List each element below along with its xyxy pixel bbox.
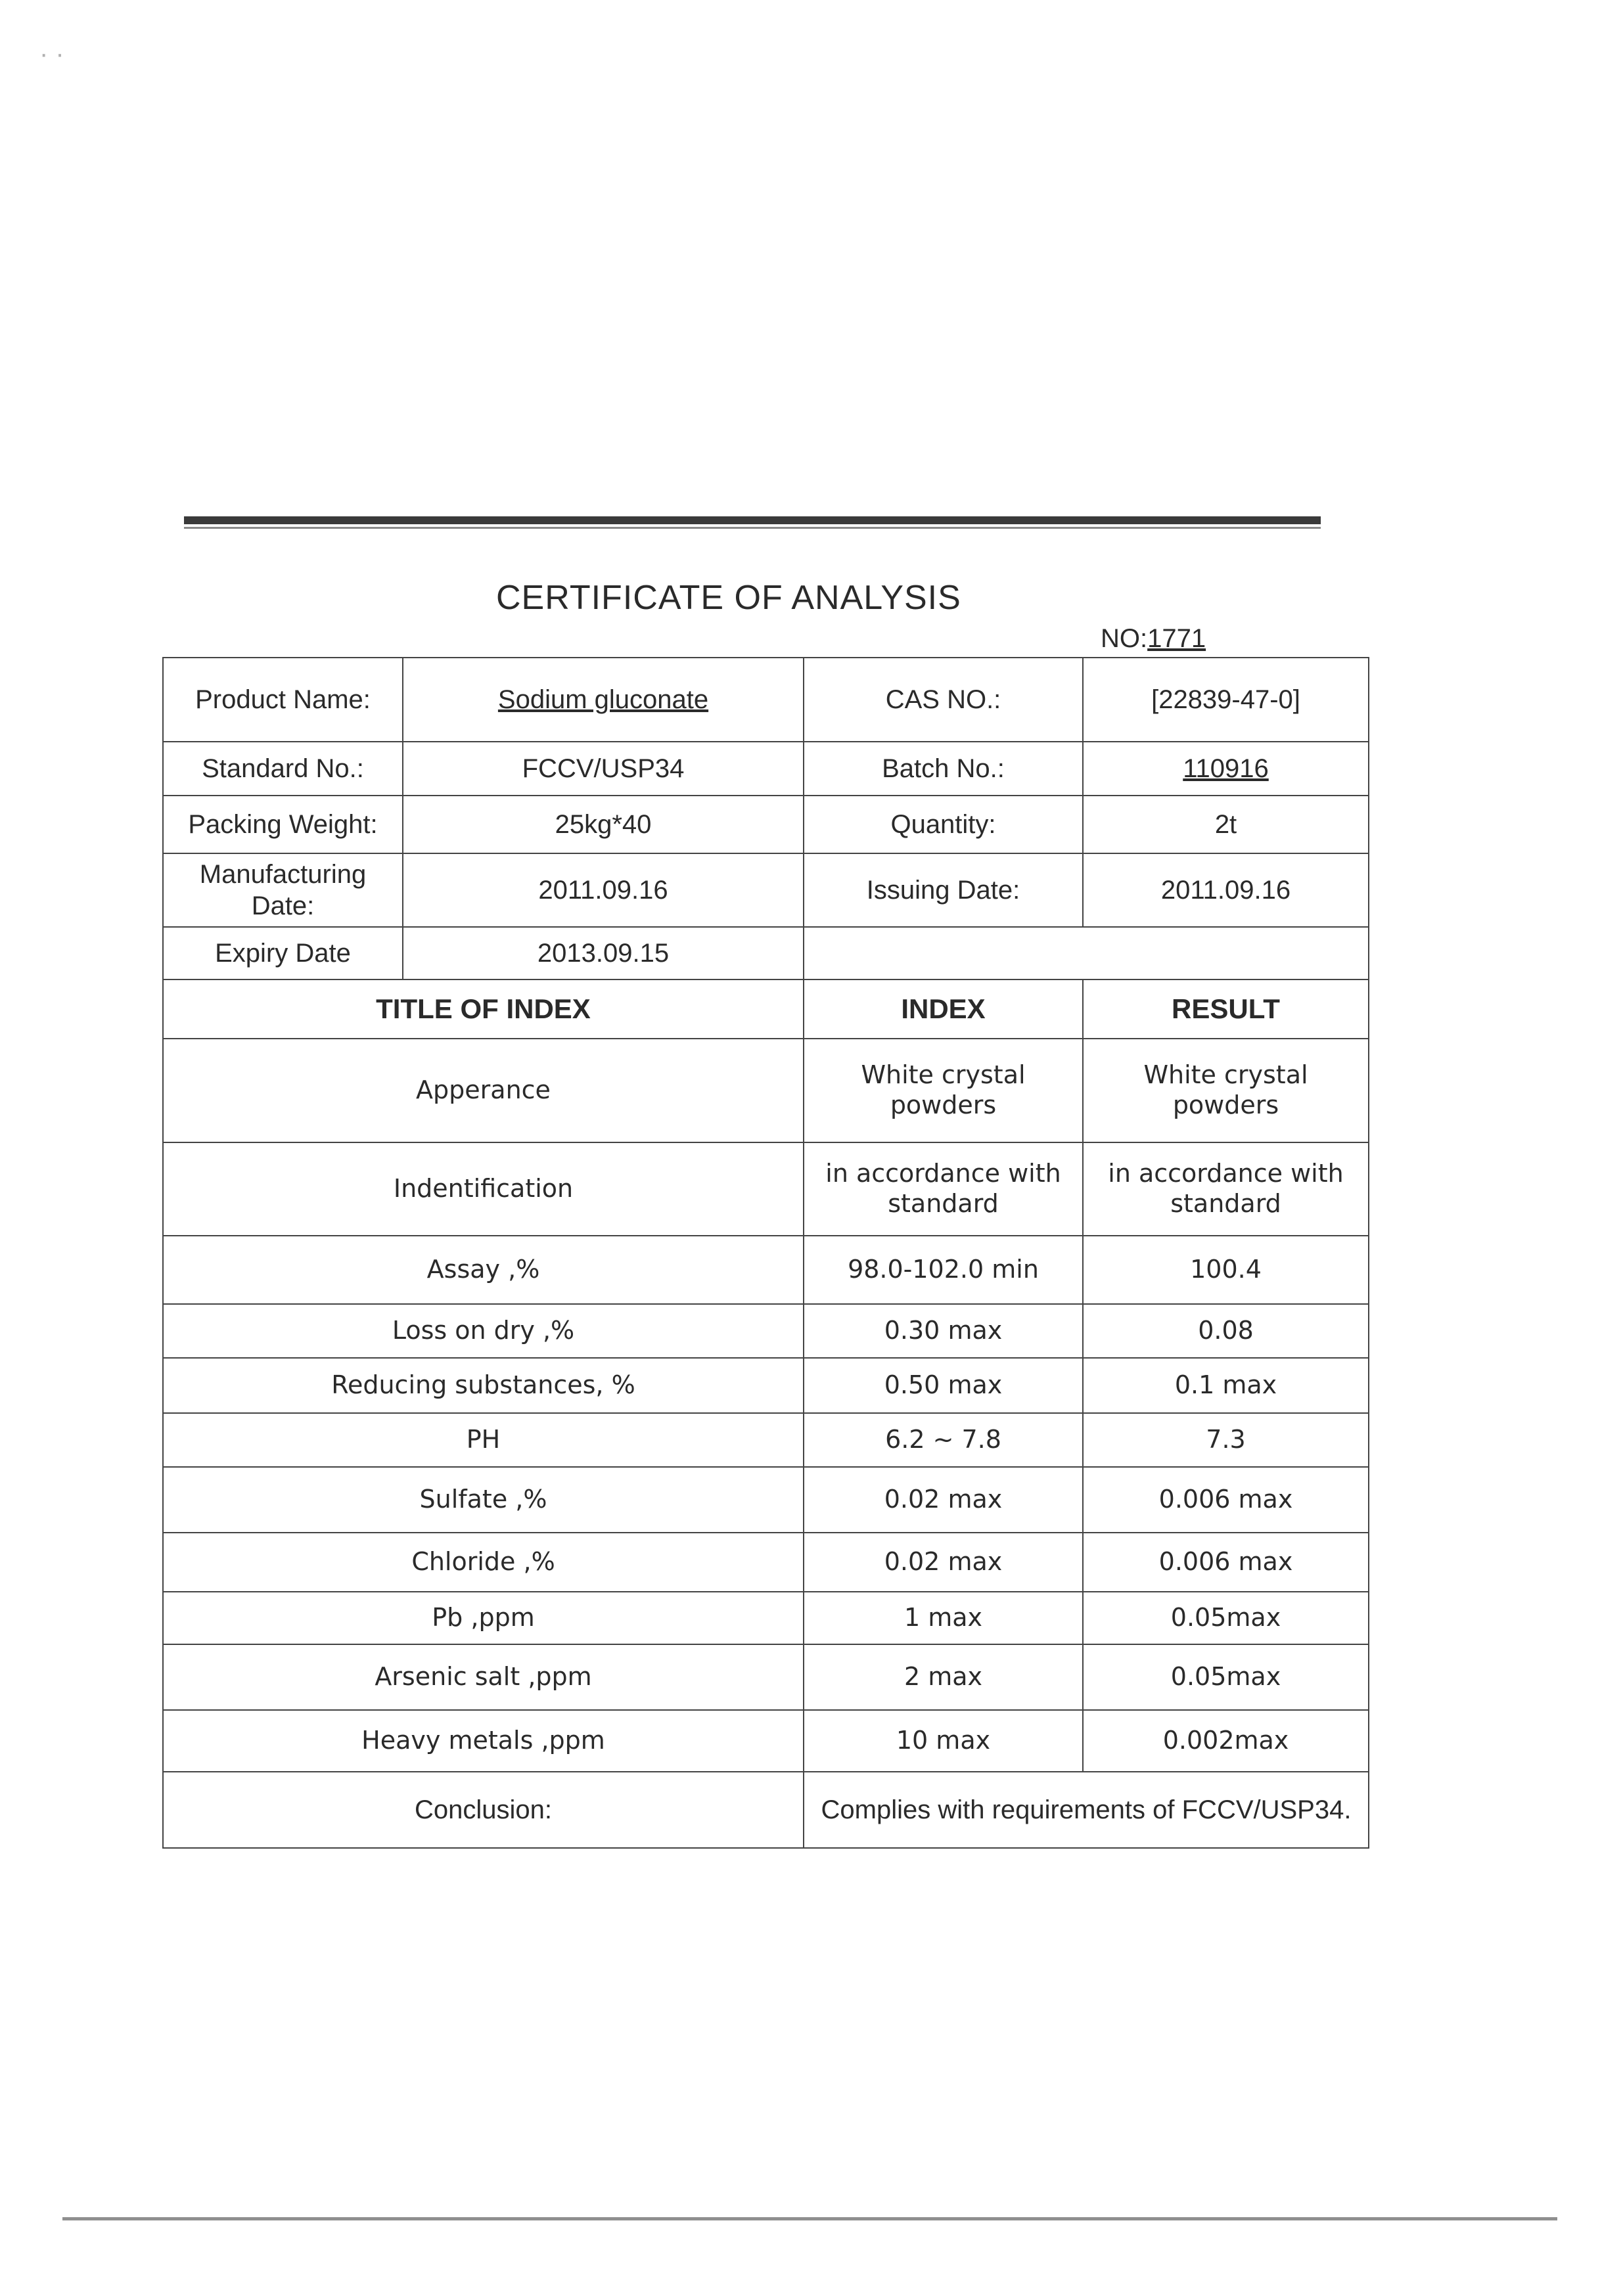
row-title: Pb ,ppm <box>163 1592 804 1644</box>
table-row <box>163 1142 1369 1236</box>
row-index: 0.02 max <box>804 1533 1083 1592</box>
row-title: Apperance <box>163 1039 804 1142</box>
product-name-label: Product Name: <box>163 658 403 742</box>
quantity-label: Quantity: <box>804 796 1083 853</box>
top-divider <box>184 516 1321 524</box>
manufacturing-row <box>163 853 1369 927</box>
manufacturing-label: Manufacturing Date: <box>163 853 403 927</box>
empty-cell <box>804 927 1369 979</box>
expiry-value: 2013.09.15 <box>403 927 804 979</box>
row-title: Heavy metals ,ppm <box>163 1710 804 1772</box>
row-index: 6.2 ~ 7.8 <box>804 1413 1083 1467</box>
row-index: 0.02 max <box>804 1467 1083 1533</box>
row-result: 0.006 max <box>1083 1467 1369 1533</box>
row-result: in accordance with standard <box>1083 1142 1369 1236</box>
row-index: 0.50 max <box>804 1358 1083 1413</box>
row-index: 2 max <box>804 1644 1083 1710</box>
row-result: 0.08 <box>1083 1304 1369 1358</box>
header-title-of-index: TITLE OF INDEX <box>163 979 804 1039</box>
table-row <box>163 1236 1369 1304</box>
row-title: Reducing substances, % <box>163 1358 804 1413</box>
row-title: Arsenic salt ,ppm <box>163 1644 804 1710</box>
document-title: CERTIFICATE OF ANALYSIS <box>496 579 961 617</box>
analysis-table <box>162 657 1369 1849</box>
expiry-row <box>163 927 1369 979</box>
row-result: 7.3 <box>1083 1413 1369 1467</box>
row-result: 0.05max <box>1083 1592 1369 1644</box>
header-index: INDEX <box>804 979 1083 1039</box>
row-title: Loss on dry ,% <box>163 1304 804 1358</box>
header-result: RESULT <box>1083 979 1369 1039</box>
table-row <box>163 1467 1369 1533</box>
table-row <box>163 1413 1369 1467</box>
row-result: White crystal powders <box>1083 1039 1369 1142</box>
manufacturing-value: 2011.09.16 <box>403 853 804 927</box>
table-row <box>163 1710 1369 1772</box>
product-name-value: Sodium gluconate <box>403 658 804 742</box>
row-result: 0.05max <box>1083 1644 1369 1710</box>
row-result: 0.002max <box>1083 1710 1369 1772</box>
cas-value: [22839-47-0] <box>1083 658 1369 742</box>
batch-label: Batch No.: <box>804 742 1083 796</box>
packing-row <box>163 796 1369 853</box>
table-row <box>163 1592 1369 1644</box>
product-row <box>163 658 1369 742</box>
header-row <box>163 979 1369 1039</box>
packing-label: Packing Weight: <box>163 796 403 853</box>
row-title: Chloride ,% <box>163 1533 804 1592</box>
row-index: 1 max <box>804 1592 1083 1644</box>
conclusion-value: Complies with requirements of FCCV/USP34. <box>804 1772 1369 1848</box>
row-result: 0.1 max <box>1083 1358 1369 1413</box>
row-index: 10 max <box>804 1710 1083 1772</box>
standard-value: FCCV/USP34 <box>403 742 804 796</box>
cas-label: CAS NO.: <box>804 658 1083 742</box>
table-row <box>163 1358 1369 1413</box>
row-index: in accordance with standard <box>804 1142 1083 1236</box>
row-title: Indentification <box>163 1142 804 1236</box>
conclusion-row <box>163 1772 1369 1848</box>
row-title: Sulfate ,% <box>163 1467 804 1533</box>
issuing-value: 2011.09.16 <box>1083 853 1369 927</box>
quantity-value: 2t <box>1083 796 1369 853</box>
table-row <box>163 1533 1369 1592</box>
row-index: 0.30 max <box>804 1304 1083 1358</box>
certificate-number <box>1101 624 1206 654</box>
issuing-label: Issuing Date: <box>804 853 1083 927</box>
batch-value: 110916 <box>1083 742 1369 796</box>
standard-label: Standard No.: <box>163 742 403 796</box>
table-row <box>163 1304 1369 1358</box>
conclusion-label: Conclusion: <box>163 1772 804 1848</box>
row-title: Assay ,% <box>163 1236 804 1304</box>
table-row <box>163 1644 1369 1710</box>
packing-value: 25kg*40 <box>403 796 804 853</box>
row-index: 98.0-102.0 min <box>804 1236 1083 1304</box>
bottom-divider <box>62 2217 1557 2220</box>
row-title: PH <box>163 1413 804 1467</box>
certificate-number-label: NO: <box>1101 624 1148 653</box>
expiry-label: Expiry Date <box>163 927 403 979</box>
row-result: 100.4 <box>1083 1236 1369 1304</box>
scan-marks: · · <box>39 39 64 68</box>
row-index: White crystal powders <box>804 1039 1083 1142</box>
table-row <box>163 1039 1369 1142</box>
certificate-number-value: 1771 <box>1147 624 1206 653</box>
row-result: 0.006 max <box>1083 1533 1369 1592</box>
standard-row <box>163 742 1369 796</box>
